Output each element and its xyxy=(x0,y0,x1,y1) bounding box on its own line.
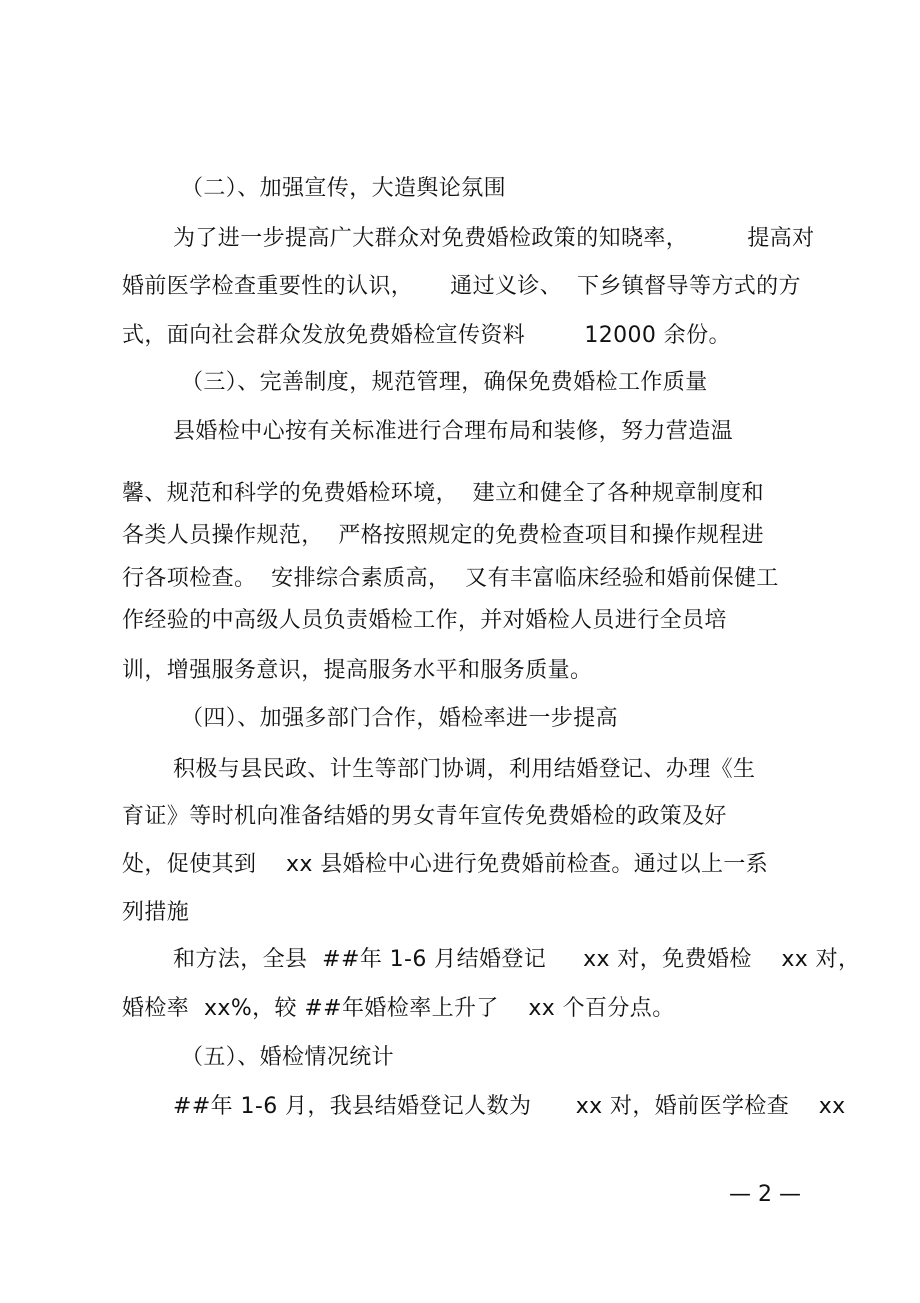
paragraph-line: 行各项检查。 安排综合素质高， 又有丰富临床经验和婚前保健工 xyxy=(122,566,779,591)
paragraph-line: 婚前医学检查重要性的认识， 通过义诊、 下乡镇督导等方式的方 xyxy=(122,274,801,299)
paragraph-line: 列措施 xyxy=(122,900,190,925)
paragraph-line: 训，增强服务意识，提高服务水平和服务质量。 xyxy=(122,658,593,683)
section-heading-2: （二）、加强宣传，大造舆论氛围 xyxy=(181,176,507,201)
paragraph-line: 为了进一步提高广大群众对免费婚检政策的知晓率， 提高对 xyxy=(173,226,815,251)
paragraph-line: 馨、规范和科学的免费婚检环境， 建立和健全了各种规章制度和 xyxy=(122,481,764,506)
paragraph-line: 和方法，全县 ##年 1-6 月结婚登记 xx 对，免费婚检 xx 对， xyxy=(173,947,861,972)
page-number: — 2 — xyxy=(729,1182,801,1207)
paragraph-line: 处，促使其到 xx 县婚检中心进行免费婚前检查。通过以上一系 xyxy=(122,852,769,877)
section-heading-5: （五）、婚检情况统计 xyxy=(181,1045,395,1070)
paragraph-line: 县婚检中心按有关标准进行合理布局和装修，努力营造温 xyxy=(173,419,734,444)
section-heading-4: （四）、加强多部门合作，婚检率进一步提高 xyxy=(181,706,619,731)
paragraph-line: ##年 1-6 月，我县结婚登记人数为 xx 对，婚前医学检查 xx xyxy=(173,1094,846,1119)
paragraph-line: 作经验的中高级人员负责婚检工作，并对婚检人员进行全员培 xyxy=(122,608,727,633)
paragraph-line: 式，面向社会群众发放免费婚检宣传资料 12000 余份。 xyxy=(122,323,731,348)
section-heading-3: （三）、完善制度，规范管理，确保免费婚检工作质量 xyxy=(181,370,708,395)
paragraph-line: 育证》等时机向准备结婚的男女青年宣传免费婚检的政策及好 xyxy=(122,804,727,829)
paragraph-line: 积极与县民政、计生等部门协调，利用结婚登记、办理《生 xyxy=(173,757,756,782)
paragraph-line: 各类人员操作规范， 严格按照规定的免费检查项目和操作规程进 xyxy=(122,523,764,548)
paragraph-line: 婚检率 xx%，较 ##年婚检率上升了 xx 个百分点。 xyxy=(122,996,675,1021)
